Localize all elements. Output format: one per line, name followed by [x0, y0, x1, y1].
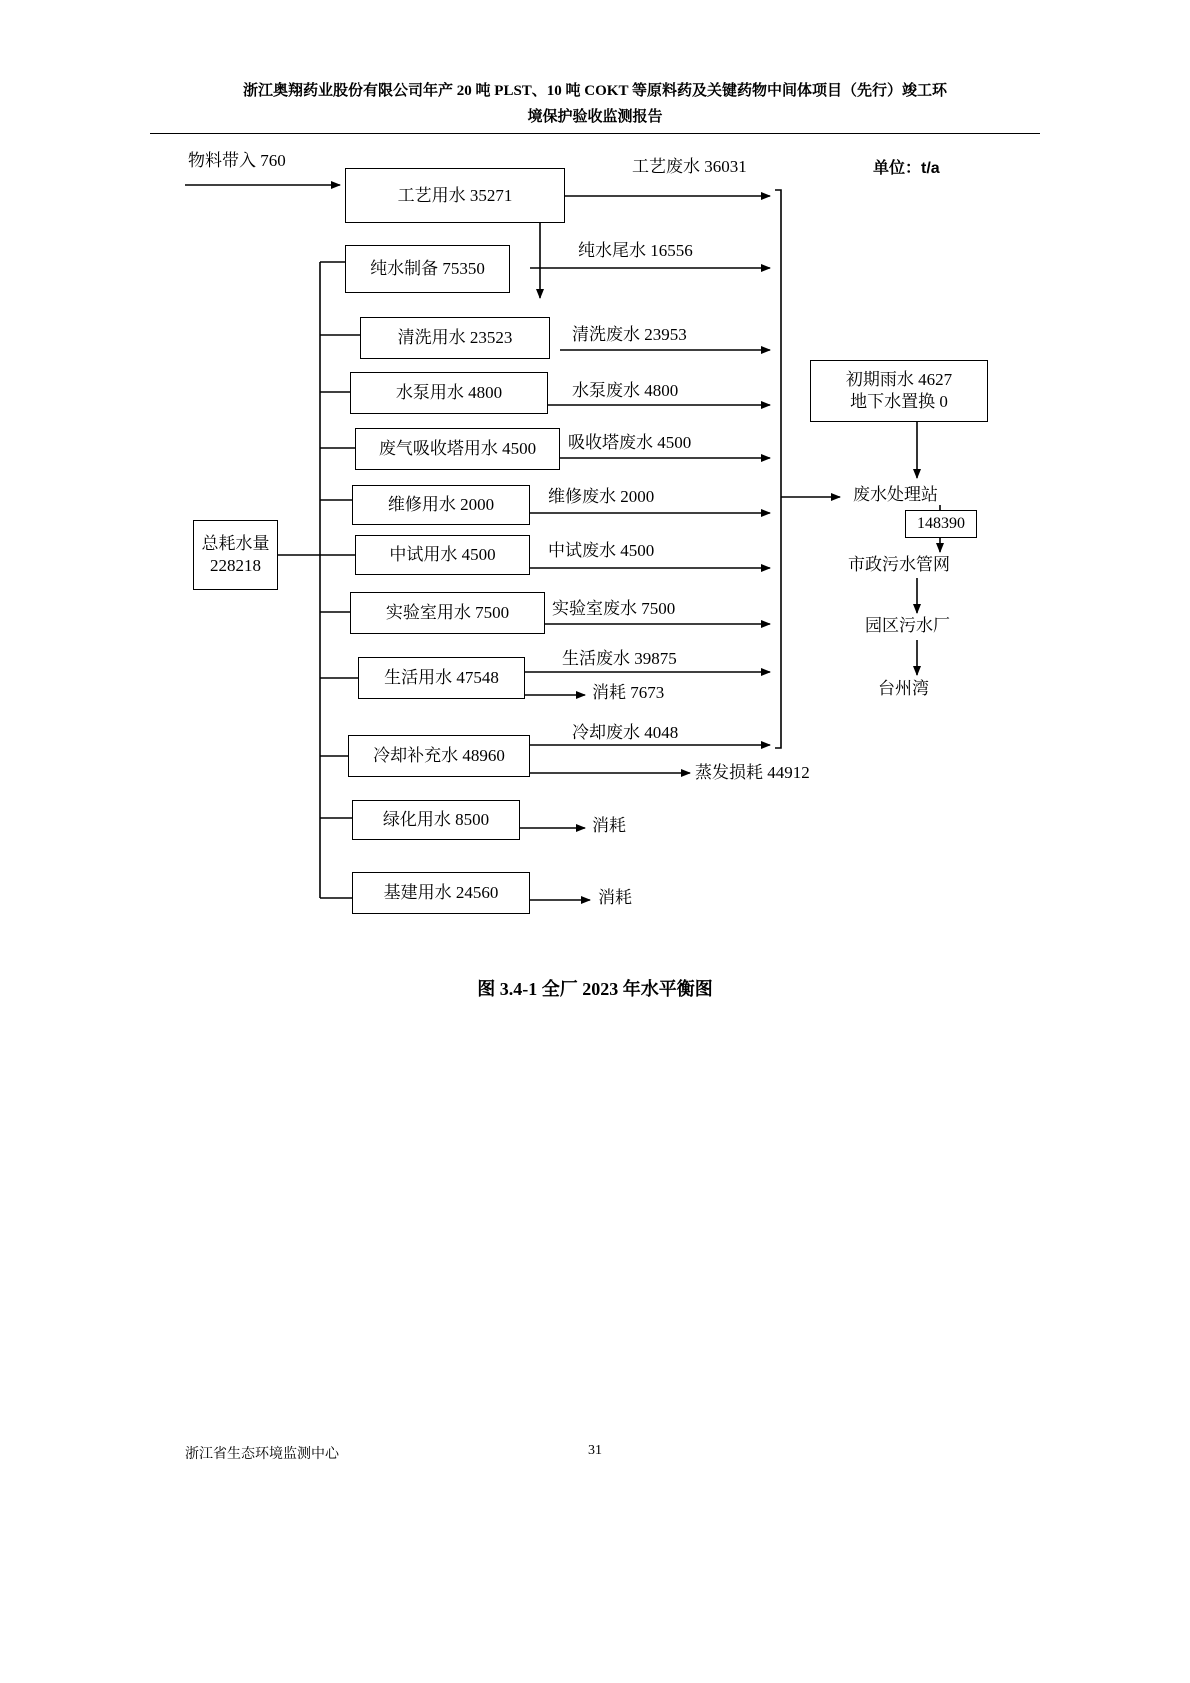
node-cooling-makeup-water: 冷却补充水 48960 [348, 735, 530, 777]
node-pure-water-prep: 纯水制备 75350 [345, 245, 510, 293]
header-line-2: 境保护验收监测报告 [527, 109, 663, 125]
node-pump-water: 水泵用水 4800 [350, 372, 548, 414]
flow-pilot-wastewater: 中试废水 4500 [548, 541, 655, 560]
footer-page-number: 31 [588, 1443, 602, 1458]
flow-cooling-wastewater: 冷却废水 4048 [572, 723, 679, 742]
node-greening-water: 绿化用水 8500 [352, 800, 520, 840]
total-water-label: 总耗水量 [201, 534, 270, 553]
node-process-water: 工艺用水 35271 [345, 168, 565, 223]
initial-rainwater-line2: 地下水置换 0 [850, 392, 948, 411]
flow-domestic-wastewater: 生活废水 39875 [562, 649, 677, 668]
flow-pure-water-tail: 纯水尾水 16556 [578, 241, 693, 260]
node-domestic-water: 生活用水 47548 [358, 657, 525, 699]
node-scrubber-water: 废气吸收塔用水 4500 [355, 428, 560, 470]
unit-note: 单位：t/a [873, 160, 940, 177]
node-total-water [193, 520, 278, 590]
loss-construction-consumption: 消耗 [598, 888, 632, 907]
node-treatment-volume: 148390 [905, 510, 977, 538]
document-header [150, 78, 1040, 130]
node-maintenance-water: 维修用水 2000 [352, 485, 530, 525]
flow-process-wastewater: 工艺废水 36031 [632, 157, 747, 176]
node-initial-rainwater [810, 360, 988, 422]
node-taizhou-bay: 台州湾 [878, 679, 929, 698]
node-wastewater-station: 废水处理站 [853, 485, 938, 504]
node-municipal-sewer: 市政污水管网 [848, 555, 950, 574]
flow-pump-wastewater: 水泵废水 4800 [572, 381, 679, 400]
total-water-value: 228218 [210, 556, 261, 575]
flow-maintenance-wastewater: 维修废水 2000 [548, 487, 655, 506]
node-cleaning-water: 清洗用水 23523 [360, 317, 550, 359]
flow-lab-wastewater: 实验室废水 7500 [552, 599, 676, 618]
node-lab-water: 实验室用水 7500 [350, 592, 545, 634]
node-pilot-water: 中试用水 4500 [355, 535, 530, 575]
figure-caption: 图 3.4-1 全厂 2023 年水平衡图 [477, 979, 713, 999]
flow-cleaning-wastewater: 清洗废水 23953 [572, 325, 687, 344]
loss-greening-consumption: 消耗 [592, 816, 626, 835]
loss-domestic-consumption: 消耗 7673 [592, 683, 665, 702]
node-park-wwtp: 园区污水厂 [865, 616, 950, 635]
loss-evaporation: 蒸发损耗 44912 [695, 763, 810, 782]
node-construction-water: 基建用水 24560 [352, 872, 530, 914]
initial-rainwater-line1: 初期雨水 4627 [845, 370, 953, 389]
footer-organization: 浙江省生态环境监测中心 [185, 1447, 339, 1462]
header-divider [150, 133, 1040, 134]
header-line-1: 浙江奥翔药业股份有限公司年产 20 吨 PLST、10 吨 COKT 等原料药及关键药物中间体项目（先行）竣工环 [243, 83, 947, 99]
flow-scrubber-wastewater: 吸收塔废水 4500 [568, 433, 692, 452]
input-material-label: 物料带入 760 [188, 151, 286, 170]
